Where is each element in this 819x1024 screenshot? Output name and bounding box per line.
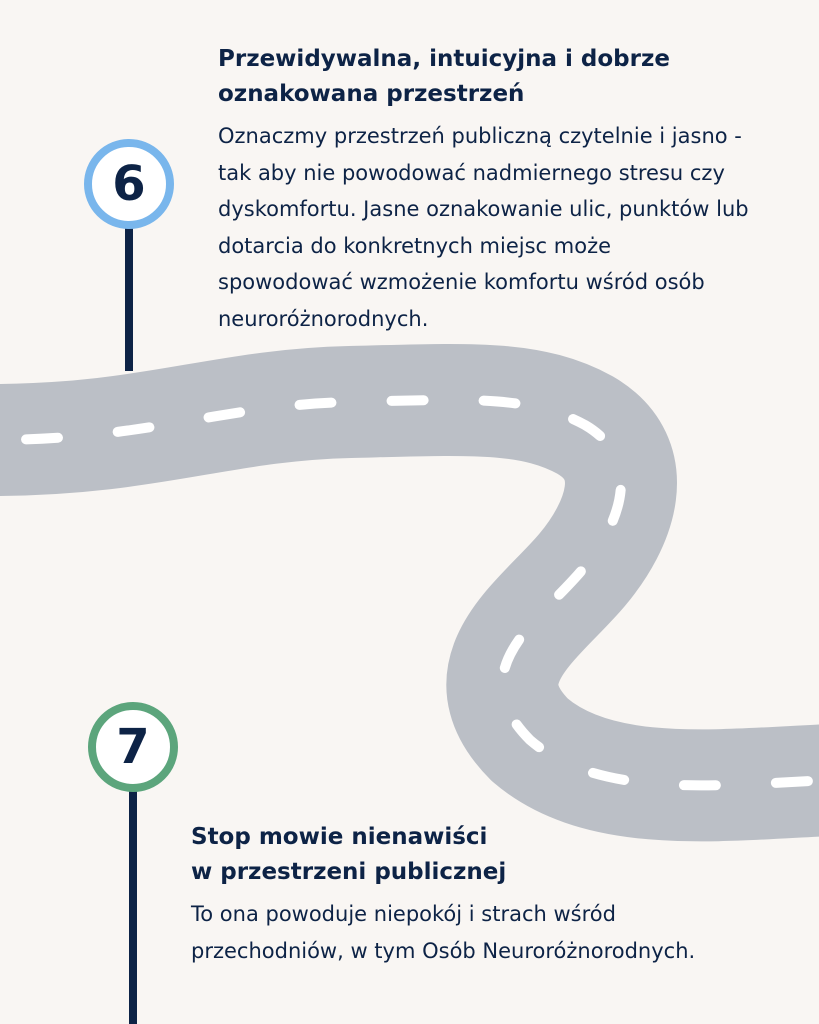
step-6-description-line: neuroróżnorodnych. (218, 306, 429, 331)
step-7-heading-line: Stop mowie nienawiści (191, 824, 488, 850)
step-6-description-line: tak aby nie powodować nadmiernego stresu czy (218, 160, 725, 185)
step-6-description-line: spowodować wzmożenie komfortu wśród osób (218, 270, 705, 294)
step-7-number: 7 (116, 719, 150, 775)
step-6-heading-line: Przewidywalna, intuicyjna i dobrze (218, 46, 670, 72)
step-6-heading (218, 42, 670, 112)
step-6-signpost-pole (125, 226, 133, 371)
step-6-description-line: Oznaczmy przestrzeń publiczną czytelnie i jasno - (218, 124, 742, 148)
step-7-description-line: przechodniów, w tym Osób Neuroróżnorodnych. (191, 938, 696, 963)
step-6-description (218, 118, 749, 337)
step-6-number-marker (84, 139, 174, 229)
step-7-heading (191, 820, 506, 890)
step-6-heading-line: oznakowana przestrzeń (218, 81, 525, 107)
step-6-number: 6 (112, 156, 146, 212)
step-7-description-line: To ona powoduje niepokój i strach wśród (191, 902, 616, 926)
step-7-description (191, 896, 695, 969)
step-6-description-line: dyskomfortu. Jasne oznakowanie ulic, punktów lub (218, 197, 749, 221)
step-7-number-marker (88, 702, 178, 792)
step-6-description-line: dotarcia do konkretnych miejsc może (218, 233, 612, 258)
step-7-heading-line: w przestrzeni publicznej (191, 859, 507, 885)
step-7-signpost-pole (129, 786, 137, 1024)
